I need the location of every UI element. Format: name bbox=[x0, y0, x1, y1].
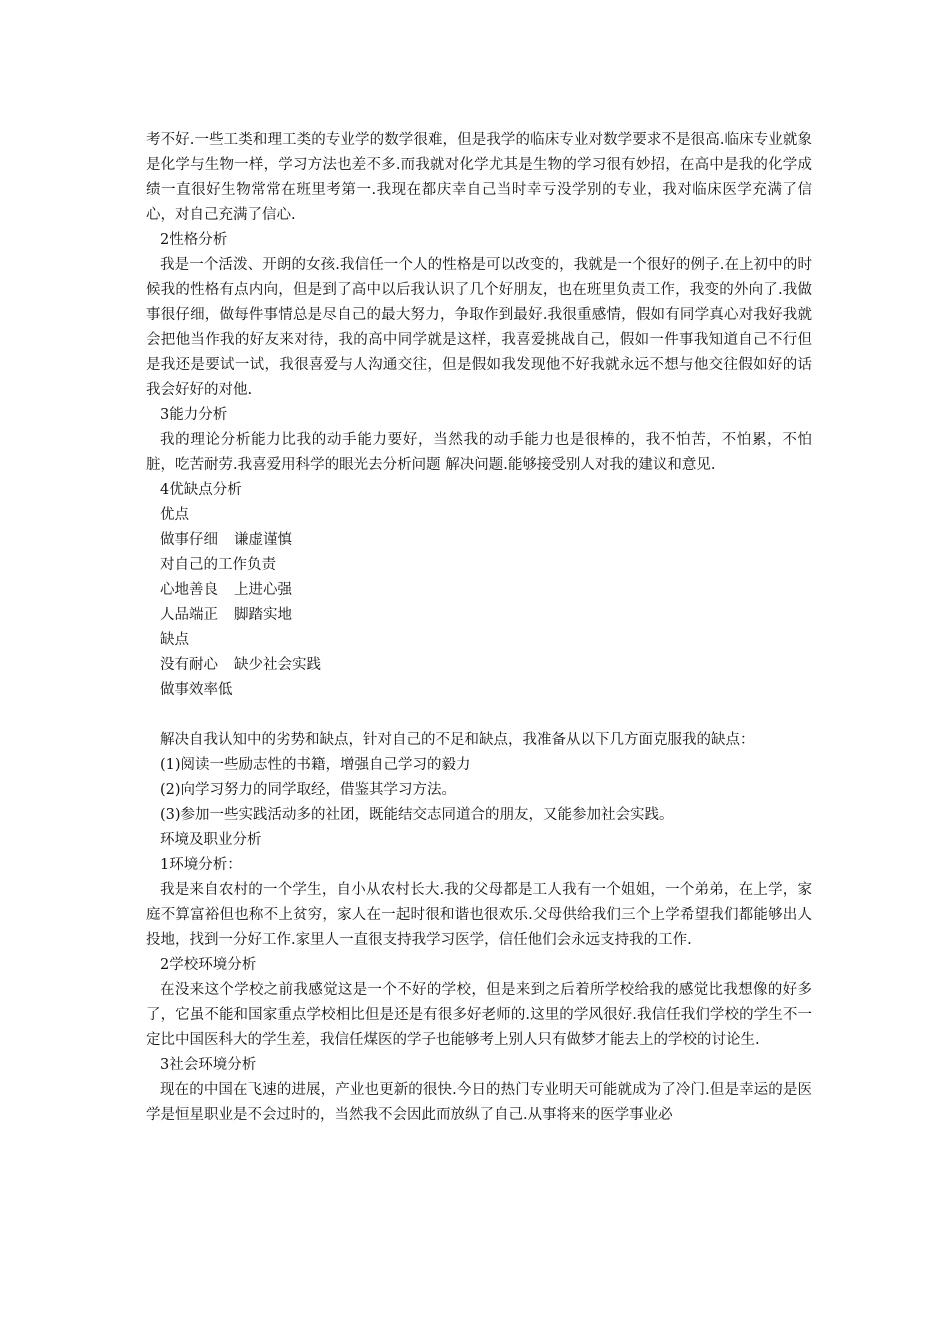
solve-item: (2)向学习努力的同学取经，借鉴其学习方法。 bbox=[160, 782, 457, 798]
env-paragraph: 我是来自农村的一个学生，自小从农村长大.我的父母都是工人我有一个姐姐，一个弟弟，在上学，家庭不算富裕但也称不上贫穷，家人在一起时很和谐也很欢乐.父母供给我们三个上学希望我们都能够出人投地，找到一分好工作.家里人一直很支持我学习医学，信任他们会永远支持我的工作. bbox=[146, 882, 812, 948]
personality-paragraph: 我是一个活泼、开朗的女孩.我信任一个人的性格是可以改变的，我就是一个很好的例子.在上初中的时候我的性格有点内向，但是到了高中以后我认识了几个好朋友，也在班里负责工作，我变的外向了.我做事很仔细，做每件事情总是尽自己的最大努力，争取作到最好.我很重感情，假如有同学真心对我好我就会把他当作我的好友来对待，我的高中同学就是这样，我喜爱挑战自己，假如一件事我知道自己不行但是我还是要试一试，我很喜爱与人沟通交往，但是假如我发现他不好我就永远不想与他交往假如好的话我会好好的对他. bbox=[146, 257, 812, 398]
heading-env-career: 环境及职业分析 bbox=[160, 832, 262, 848]
cons-title: 缺点 bbox=[160, 632, 189, 648]
heading-pros-cons: 4优缺点分析 bbox=[160, 482, 242, 498]
heading-personality: 2性格分析 bbox=[160, 232, 228, 248]
cons-item-text: 没有耐心 bbox=[160, 657, 218, 673]
pros-item bbox=[146, 603, 812, 628]
document-body bbox=[146, 128, 812, 1128]
heading-society: 3社会环境分析 bbox=[160, 1057, 257, 1073]
pros-item bbox=[146, 578, 812, 603]
solve-item: (3)参加一些实践活动多的社团，既能结交志同道合的朋友，又能参加社会实践。 bbox=[160, 807, 674, 823]
pros-item-text: 谦虚谨慎 bbox=[234, 532, 292, 548]
intro-paragraph: 考不好.一些工类和理工类的专业学的数学很难，但是我学的临床专业对数学要求不是很高.临床专业就象是化学与生物一样，学习方法也差不多.而我就对化学尤其是生物的学习很有妙招，在高中是我的化学成绩一直很好生物常常在班里考第一.我现在都庆幸自己当时幸亏没学别的专业，我对临床医学充满了信心，对自己充满了信心. bbox=[146, 132, 812, 223]
heading-school: 2学校环境分析 bbox=[160, 957, 257, 973]
pros-item-text: 做事仔细 bbox=[160, 532, 218, 548]
blank-line bbox=[146, 703, 812, 728]
pros-item-text: 脚踏实地 bbox=[234, 607, 292, 623]
cons-item-text: 缺少社会实践 bbox=[234, 657, 321, 673]
pros-item-text: 上进心强 bbox=[234, 582, 292, 598]
ability-paragraph: 我的理论分析能力比我的动手能力要好，当然我的动手能力也是很棒的，我不怕苦，不怕累，不怕脏，吃苦耐劳.我喜爱用科学的眼光去分析问题 解决问题.能够接受别人对我的建议和意见. bbox=[146, 432, 812, 473]
society-paragraph: 现在的中国在飞速的进展，产业也更新的很快.今日的热门专业明天可能就成为了冷门.但是幸运的是医学是恒星职业是不会过时的，当然我不会因此而放纵了自己.从事将来的医学事业必 bbox=[146, 1082, 812, 1123]
pros-item: 对自己的工作负责 bbox=[160, 557, 276, 573]
solve-item: (1)阅读一些励志性的书籍，增强自己学习的毅力 bbox=[160, 757, 471, 773]
cons-item: 做事效率低 bbox=[160, 682, 233, 698]
pros-title: 优点 bbox=[160, 507, 189, 523]
pros-item bbox=[146, 528, 812, 553]
heading-ability: 3能力分析 bbox=[160, 407, 228, 423]
solve-intro: 解决自我认知中的劣势和缺点，针对自己的不足和缺点，我准备从以下几方面克服我的缺点： bbox=[160, 732, 755, 748]
school-paragraph: 在没来这个学校之前我感觉这是一个不好的学校，但是来到之后着所学校给我的感觉比我想像的好多了，它虽不能和国家重点学校相比但是还是有很多好老师的.这里的学风很好.我信任我们学校的学生不一定比中国医科大的学生差，我信任煤医的学子也能够考上别人只有做梦才能去上的学校的讨论生. bbox=[146, 982, 812, 1048]
cons-item bbox=[146, 653, 812, 678]
pros-item-text: 人品端正 bbox=[160, 607, 218, 623]
heading-env: 1环境分析： bbox=[160, 857, 242, 873]
pros-item-text: 心地善良 bbox=[160, 582, 218, 598]
